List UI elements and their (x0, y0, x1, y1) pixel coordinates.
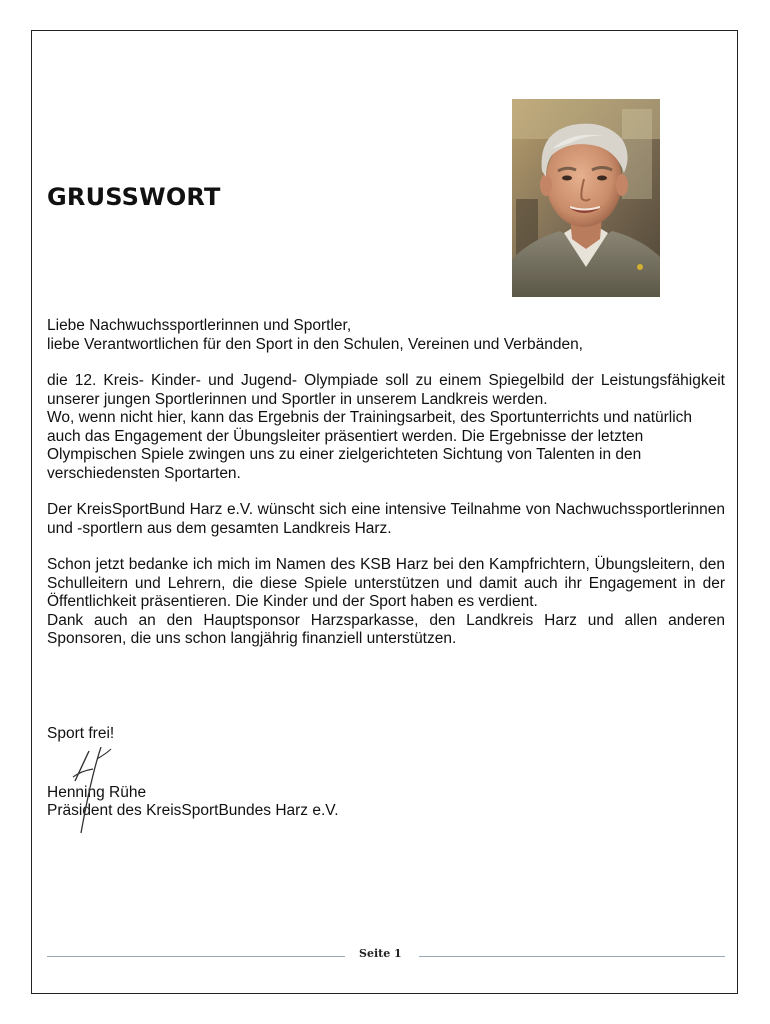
page-title: GRUSSWORT (47, 183, 221, 211)
page-footer (47, 946, 725, 966)
paragraph-participation: Der KreisSportBund Harz e.V. wünscht sich eine intensive Teilnahme von Nachwuchssportlerinnen und -sportlern aus dem gesamten Landkreis Harz. (47, 501, 725, 537)
paragraph-olympiad: die 12. Kreis- Kinder- und Jugend- Olympiade soll zu einem Spiegelbild der Leistungsfähigkeit unserer jungen Sportlerinnen und Sportler in unserem Landkreis werden. (47, 372, 725, 408)
salutation-line-1: Liebe Nachwuchssportlerinnen und Sportler, (47, 317, 352, 334)
letter-body (47, 317, 725, 649)
closing-block (47, 725, 547, 821)
salutation-line-2: liebe Verantwortlichen für den Sport in den Schulen, Vereinen und Verbänden, (47, 335, 583, 353)
signatory-title: Präsident des KreisSportBundes Harz e.V. (47, 802, 339, 819)
signatory-name: Henning Rühe (47, 783, 147, 801)
handwritten-signature (67, 747, 115, 835)
page-number: Seite 1 (359, 947, 402, 960)
paragraph-training: Wo, wenn nicht hier, kann das Ergebnis der Trainingsarbeit, des Sportunterrichts und natürlich auch das Engagement der Übungsleiter präsentiert werden. Die Ergebnisse der letzten Olympischen Spiele zwingen uns zu einer zielgerichteten Sichtung von Talenten in den verschiedensten Sportarten. (47, 409, 693, 482)
footer-rule-right (419, 956, 725, 957)
footer-rule-left (47, 956, 345, 957)
document-page (31, 30, 738, 994)
paragraph-sponsors: Dank auch an den Hauptsponsor Harzsparkasse, den Landkreis Harz und allen anderen Sponsoren, die uns schon langjährig finanziell unterstützen. (47, 611, 725, 647)
portrait-photo (512, 99, 660, 297)
paragraph-thanks: Schon jetzt bedanke ich mich im Namen des KSB Harz bei den Kampfrichtern, Übungsleitern, den Schulleitern und Lehrern, die diese Spiele unterstützen und damit auch ihr Engagement in der Öffentlichkeit präsentieren. Die Kinder und der Sport haben es verdient. (47, 556, 725, 610)
closing-greeting: Sport frei! (47, 725, 115, 742)
